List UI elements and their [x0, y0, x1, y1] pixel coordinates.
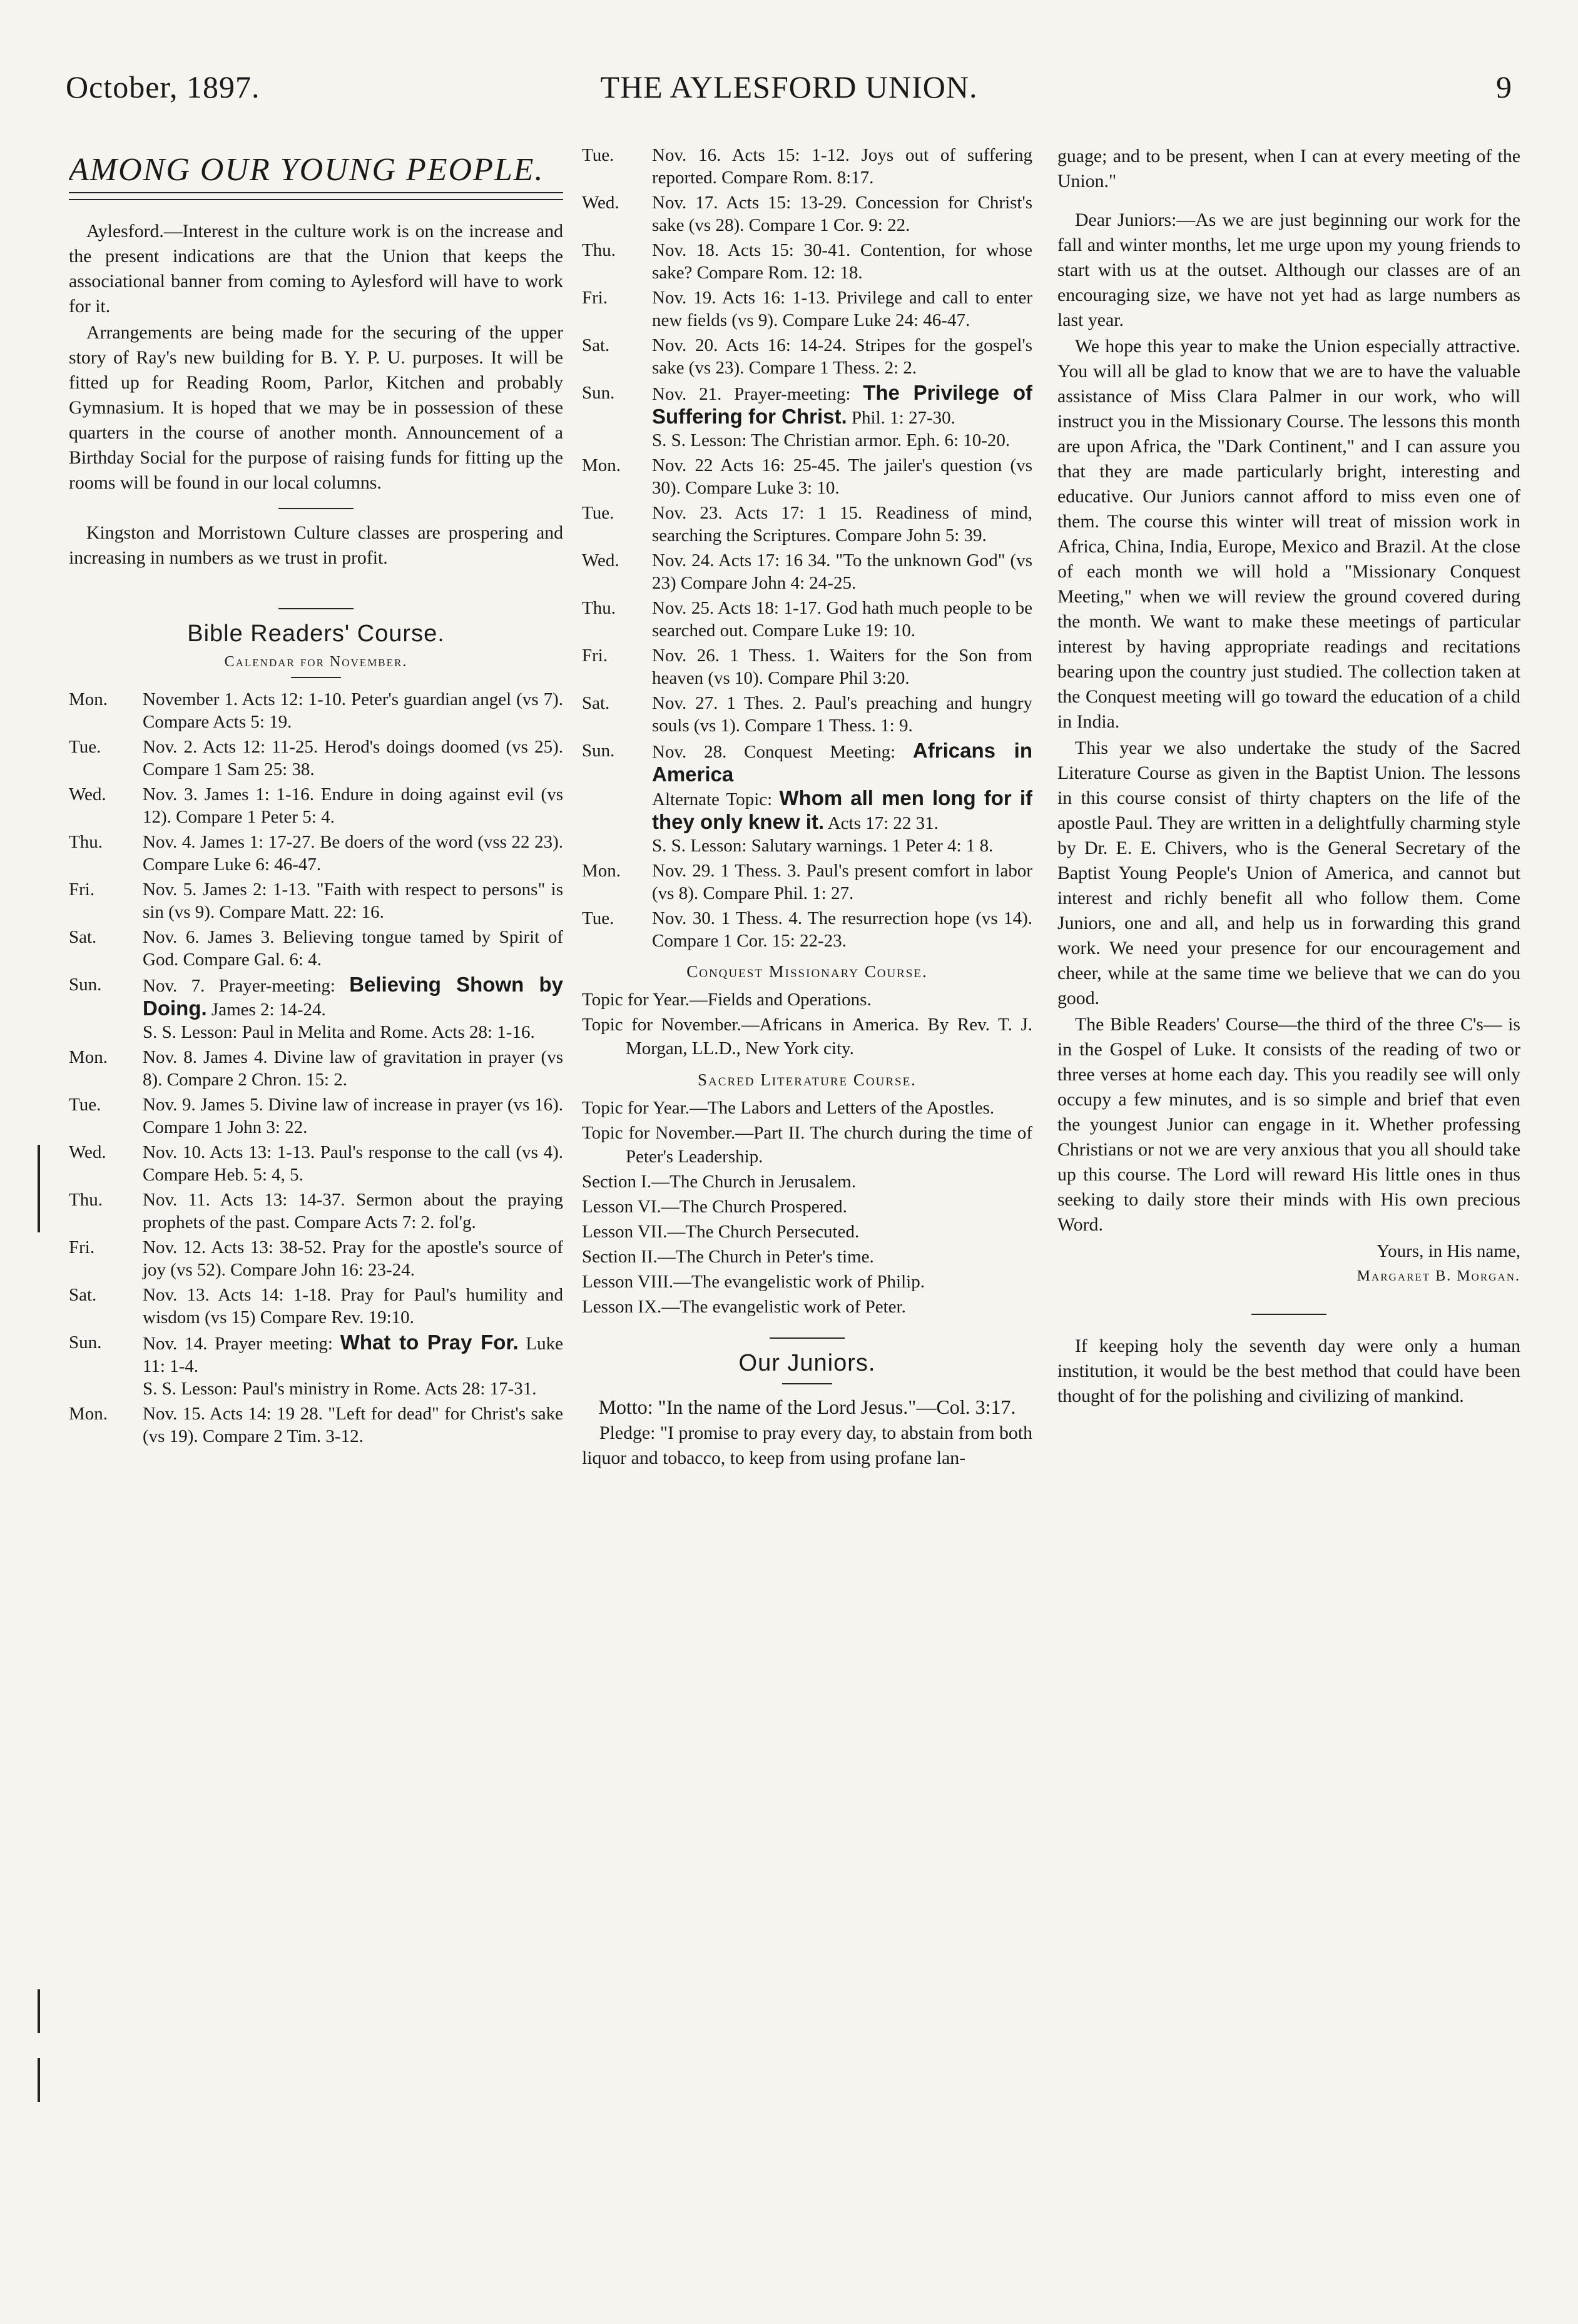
- pledge: Pledge: "I promise to pray every day, to abstain from both liquor and tobacco, to keep from using profane lan-: [582, 1423, 1032, 1468]
- calendar-entry: [69, 831, 563, 876]
- calendar-entry: [69, 926, 563, 971]
- entry-text: [652, 191, 1032, 236]
- entry-reading: Nov. 3. James 1: 1-16. Endure in doing against evil (vs 12). Compare 1 Peter 5: 4.: [143, 784, 563, 827]
- entry-text: [143, 1331, 563, 1400]
- entry-extra-text: Alternate Topic:: [652, 789, 780, 809]
- entry-text: [143, 736, 563, 781]
- calendar-entry: [582, 644, 1032, 689]
- calendar-list: [582, 144, 1032, 952]
- conquest-topics: [582, 988, 1032, 1060]
- entry-text: [652, 860, 1032, 905]
- publication-title: THE AYLESFORD UNION.: [600, 69, 978, 104]
- margin-mark: [38, 2058, 40, 2102]
- topic-reference: James 2: 14-24.: [206, 1000, 326, 1020]
- entry-reading: Nov. 5. James 2: 1-13. "Faith with respect to persons" is sin (vs 9). Compare Matt. 22: 16.: [143, 880, 563, 922]
- entry-reading: Nov. 20. Acts 16: 14-24. Stripes for the gospel's sake (vs 23). Compare 1 Thess. 2: 2.: [652, 335, 1032, 378]
- letter-paragraph: The Bible Readers' Course—the third of the three C's— is in the Gospel of Luke. It consists of the reading of two or three verses at home each day. This you readily see will only occupy a few minutes, and is so simple and brief that even the youngest Junior can engage in it. Whether professing Christians or not we are very anxious that you all should take up this course. The Lord will reward His little ones in thus seeking to daily store their minds with His own precious Word.: [1057, 1014, 1520, 1235]
- prayer-meeting-topic: What to Pray For.: [340, 1331, 519, 1354]
- calendar-entry: [69, 1141, 563, 1186]
- entry-extra-text: S. S. Lesson: Paul in Melita and Rome. Acts 28: 1-16.: [143, 1022, 535, 1042]
- entry-text: [652, 239, 1032, 284]
- entry-text: [143, 1284, 563, 1329]
- closing: Yours, in His name,: [1377, 1241, 1520, 1261]
- calendar-entry: [582, 382, 1032, 452]
- entry-day: Fri.: [69, 880, 95, 900]
- calendar-entry: [69, 1236, 563, 1281]
- news-paragraph: Arrangements are being made for the securing of the upper story of Ray's new building for B. Y. P. U. purposes. It will be fitted up for Reading Room, Parlor, Kitchen and probably Gymnasium. It is hoped that we may be in possession of these quarters in the course of another month. Announcement of a Birthday Social for the purpose of raising funds for fitting up the rooms will be found in our local columns.: [69, 322, 563, 493]
- entry-day: Thu.: [69, 832, 103, 852]
- entry-day: Fri.: [582, 288, 608, 308]
- calendar-entry: [69, 1046, 563, 1091]
- entry-day: Tue.: [69, 737, 101, 757]
- entry-day: Sat.: [69, 1285, 97, 1305]
- sacred-topics: [582, 1096, 1032, 1319]
- entry-day: Tue.: [582, 503, 614, 523]
- calendar-entry: [69, 688, 563, 733]
- entry-text: [652, 334, 1032, 379]
- topic-reference: Luke 11: 1-4.: [143, 1334, 563, 1376]
- entry-day: Sat.: [582, 335, 610, 355]
- calendar-entry: [69, 1189, 563, 1234]
- prayer-meeting-topic: The Privilege of Suffering for Christ.: [652, 381, 1032, 428]
- entry-text: [652, 739, 1032, 857]
- entry-day: Wed.: [582, 193, 619, 213]
- entry-text: [143, 831, 563, 876]
- alternate-reference: Acts 17: 22 31.: [824, 813, 939, 833]
- filler-paragraph: If keeping holy the seventh day were only a human institution, it would be the best method that could have been thought of for the polishing and civilizing of mankind.: [1057, 1336, 1520, 1406]
- department-title: AMONG OUR YOUNG PEOPLE.: [69, 152, 544, 188]
- entry-reading: Nov. 17. Acts 15: 13-29. Concession for Christ's sake (vs 28). Compare 1 Cor. 9: 22.: [652, 193, 1032, 235]
- entry-extra: [143, 1021, 563, 1043]
- entry-day: Sun.: [69, 975, 102, 995]
- entry-reading: Nov. 13. Acts 14: 1-18. Pray for Paul's humility and wisdom (vs 15) Compare Rev. 19:10.: [143, 1285, 563, 1327]
- entry-day: Tue.: [582, 145, 614, 165]
- entry-reading: Nov. 30. 1 Thess. 4. The resurrection hope (vs 14). Compare 1 Cor. 15: 22-23.: [652, 908, 1032, 951]
- entry-reading: Nov. 24. Acts 17: 16 34. "To the unknown God" (vs 23) Compare John 4: 24-25.: [652, 551, 1032, 593]
- calendar-entry: [582, 239, 1032, 284]
- entry-reading: Nov. 26. 1 Thess. 1. Waiters for the Son from heaven (vs 10). Compare Phil 3:20.: [652, 646, 1032, 688]
- double-rule: [69, 192, 563, 200]
- calendar-entry: [582, 144, 1032, 189]
- entry-day: Fri.: [69, 1237, 95, 1257]
- calendar-entry: [69, 1284, 563, 1329]
- issue-date: October, 1897.: [66, 69, 260, 104]
- entry-day: Mon.: [69, 689, 108, 709]
- entry-reading: Nov. 9. James 5. Divine law of increase in prayer (vs 16). Compare 1 John 3: 22.: [143, 1095, 563, 1137]
- entry-day: Sun.: [69, 1332, 102, 1352]
- prayer-meeting-topic: Believing Shown by Doing.: [143, 973, 563, 1020]
- news-paragraph: Kingston and Morristown Culture classes are prospering and increasing in numbers as we trust in profit.: [69, 522, 563, 568]
- course-topic: Section I.—The Church in Jerusalem.: [582, 1172, 857, 1192]
- entry-reading: Nov. 15. Acts 14: 19 28. "Left for dead" for Christ's sake (vs 19). Compare 2 Tim. 3-12.: [143, 1404, 563, 1446]
- signature: Margaret B. Morgan.: [1357, 1268, 1520, 1284]
- entry-reading: Nov. 12. Acts 13: 38-52. Pray for the apostle's source of joy (vs 52). Compare John 16: 23-24.: [143, 1237, 563, 1280]
- entry-reading: Nov. 2. Acts 12: 11-25. Herod's doings doomed (vs 25). Compare 1 Sam 25: 38.: [143, 737, 563, 779]
- entry-text: [143, 973, 563, 1043]
- entry-day: Sat.: [69, 927, 97, 947]
- divider: [782, 1383, 832, 1384]
- entry-reading: Nov. 18. Acts 15: 30-41. Contention, for whose sake? Compare Rom. 12: 18.: [652, 240, 1032, 283]
- entry-reading: Nov. 11. Acts 13: 14-37. Sermon about the praying prophets of the past. Compare Acts 7: 2. fol'g.: [143, 1190, 563, 1232]
- entry-text: [143, 783, 563, 828]
- entry-day: Thu.: [69, 1190, 103, 1210]
- entry-reading: Nov. 29. 1 Thess. 3. Paul's present comfort in labor (vs 8). Compare Phil. 1: 27.: [652, 861, 1032, 903]
- entry-day: Mon.: [69, 1404, 108, 1424]
- entry-reading: Nov. 7. Prayer-meeting:: [143, 976, 350, 996]
- entry-reading: Nov. 4. James 1: 17-27. Be doers of the word (vss 22 23). Compare Luke 6: 46-47.: [143, 832, 563, 875]
- entry-reading: Nov. 10. Acts 13: 1-13. Paul's response to the call (vs 4). Compare Heb. 5: 4, 5.: [143, 1142, 563, 1185]
- entry-text: [143, 1046, 563, 1091]
- divider: [278, 508, 354, 509]
- entry-text: [143, 926, 563, 971]
- entry-text: [143, 1093, 563, 1139]
- entry-reading: November 1. Acts 12: 1-10. Peter's guardian angel (vs 7). Compare Acts 5: 19.: [143, 689, 563, 732]
- entry-text: [652, 287, 1032, 332]
- motto: Motto: "In the name of the Lord Jesus."—Col. 3:17.: [598, 1396, 1016, 1418]
- entry-text: [143, 878, 563, 923]
- course-title: Bible Readers' Course.: [187, 621, 445, 647]
- calendar-list: [69, 688, 563, 1448]
- entry-extra-text: S. S. Lesson: The Christian armor. Eph. 6: 10-20.: [652, 430, 1010, 450]
- letter-paragraph: This year we also undertake the study of the Sacred Literature Course as given in the Baptist Union. The lessons in this course consist of thirty chapters on the life of the apostle Paul. They are written in a delightfully charming style by Dr. E. E. Chivers, who is the General Secretary of the Baptist Young People's Union of America, and cannot but interest and richly benefit all who follow them. Come Juniors, one and all, and help us in forwarding this grand work. We need your presence for our encouragement and cheer, while at the same time we believe that we can do you good.: [1057, 738, 1520, 1008]
- column-2: [582, 144, 1032, 2274]
- entry-day: Wed.: [69, 1142, 106, 1162]
- calendar-entry: [582, 549, 1032, 594]
- calendar-entry: [69, 1403, 563, 1448]
- entry-extra: [652, 787, 1032, 835]
- juniors-title: Our Juniors.: [738, 1350, 876, 1376]
- calendar-entry: [69, 878, 563, 923]
- calendar-entry: [582, 334, 1032, 379]
- entry-day: Thu.: [582, 240, 616, 260]
- entry-text: [143, 1236, 563, 1281]
- page-number: 9: [1496, 69, 1512, 104]
- calendar-entry: [582, 692, 1032, 737]
- course-topic: Lesson IX.—The evangelistic work of Peter.: [582, 1297, 906, 1317]
- entry-reading: Nov. 16. Acts 15: 1-12. Joys out of suffering reported. Compare Rom. 8:17.: [652, 145, 1032, 188]
- entry-text: [652, 454, 1032, 499]
- calendar-entry: [582, 287, 1032, 332]
- entry-day: Wed.: [582, 551, 619, 571]
- calendar-entry: [582, 739, 1032, 857]
- entry-text: [143, 1403, 563, 1448]
- course-topic: Lesson VII.—The Church Persecuted.: [582, 1222, 860, 1242]
- sunday-school-lesson: S. S. Lesson: Salutary warnings. 1 Peter 4: 1 8.: [652, 836, 994, 856]
- entry-day: Mon.: [582, 455, 621, 475]
- entry-text: [652, 907, 1032, 952]
- entry-reading: Nov. 27. 1 Thes. 2. Paul's preaching and hungry souls (vs 1). Compare 1 Thess. 1: 9.: [652, 693, 1032, 736]
- entry-reading: Nov. 22 Acts 16: 25-45. The jailer's question (vs 30). Compare Luke 3: 10.: [652, 455, 1032, 498]
- entry-text: [143, 688, 563, 733]
- course-topic: Topic for November.—Part II. The church during the time of Peter's Leadership.: [582, 1123, 1032, 1167]
- entry-text: [652, 144, 1032, 189]
- entry-day: Mon.: [582, 861, 621, 881]
- page-header: [66, 69, 1512, 125]
- entry-day: Sun.: [582, 383, 615, 403]
- entry-text: [652, 382, 1032, 452]
- entry-text: [143, 1141, 563, 1186]
- entry-day: Sun.: [582, 741, 615, 761]
- entry-day: Thu.: [582, 598, 616, 618]
- course-topic: Lesson VIII.—The evangelistic work of Philip.: [582, 1272, 925, 1292]
- calendar-entry: [582, 907, 1032, 952]
- calendar-entry: [69, 736, 563, 781]
- course-topic: Topic for Year.—The Labors and Letters of the Apostles.: [582, 1098, 995, 1118]
- column-3: [1057, 144, 1520, 2274]
- calendar-entry: [582, 597, 1032, 642]
- prayer-meeting-topic: Africans in America: [652, 739, 1032, 786]
- course-topic: Topic for November.—Africans in America. By Rev. T. J. Morgan, LL.D., New York city.: [582, 1015, 1032, 1058]
- entry-text: [652, 692, 1032, 737]
- entry-day: Tue.: [582, 908, 614, 928]
- conquest-course-title: Conquest Missionary Course.: [686, 962, 928, 981]
- entry-day: Sat.: [582, 693, 610, 713]
- entry-text: [652, 502, 1032, 547]
- entry-day: Tue.: [69, 1095, 101, 1115]
- entry-text: [652, 644, 1032, 689]
- course-topic: Lesson VI.—The Church Prospered.: [582, 1197, 847, 1217]
- entry-extra: [652, 429, 1032, 452]
- divider: [278, 608, 354, 609]
- entry-reading: Nov. 19. Acts 16: 1-13. Privilege and call to enter new fields (vs 9). Compare Luke 24: 46-47.: [652, 288, 1032, 330]
- topic-reference: Phil. 1: 27-30.: [847, 408, 955, 428]
- calendar-entry: [582, 191, 1032, 236]
- course-topic: Topic for Year.—Fields and Operations.: [582, 990, 872, 1010]
- calendar-entry: [582, 454, 1032, 499]
- entry-day: Mon.: [69, 1047, 108, 1067]
- entry-reading: Nov. 6. James 3. Believing tongue tamed by Spirit of God. Compare Gal. 6: 4.: [143, 927, 563, 970]
- entry-text: [652, 597, 1032, 642]
- letter-paragraph: Dear Juniors:—As we are just beginning our work for the fall and winter months, let me urge upon my young friends to start with us at the outset. Although our classes are of an encouraging size, we have not yet had as large numbers as last year.: [1057, 210, 1520, 330]
- entry-reading: Nov. 28. Conquest Meeting:: [652, 742, 913, 762]
- divider: [291, 677, 341, 678]
- entry-day: Wed.: [69, 784, 106, 804]
- margin-mark: [38, 1145, 40, 1232]
- entry-reading: Nov. 23. Acts 17: 1 15. Readiness of mind, searching the Scriptures. Compare John 5: 39.: [652, 503, 1032, 545]
- course-topic: Section II.—The Church in Peter's time.: [582, 1247, 874, 1267]
- calendar-entry: [69, 783, 563, 828]
- divider: [770, 1337, 845, 1339]
- calendar-entry: [69, 973, 563, 1043]
- pledge-continued: guage; and to be present, when I can at every meeting of the Union.": [1057, 146, 1520, 191]
- column-1: [69, 144, 563, 2274]
- entry-reading: Nov. 14. Prayer meeting:: [143, 1334, 340, 1354]
- calendar-title: Calendar for November.: [224, 654, 408, 670]
- calendar-entry: [582, 502, 1032, 547]
- alternate-topic: Whom all men long for if they only knew it.: [652, 786, 1032, 833]
- calendar-entry: [582, 860, 1032, 905]
- margin-mark: [38, 1989, 40, 2033]
- letter-paragraph: We hope this year to make the Union especially attractive. You will all be glad to know that we are to have the valuable assistance of Miss Clara Palmer in our work, who will instruct you in the Missionary Course. The lessons this month are upon Africa, the "Dark Continent," and I can assure you that they are made particularly bright, interesting and educative. Our Juniors cannot afford to miss even one of them. The course this winter will treat of mission work in Africa, China, India, Europe, Mexico and Brazil. At the close of each month we will hold a "Missionary Conquest Meeting," when we will review the ground covered during the month. We want to make these meetings of particular interest by having appropriate readings and recitations bearing upon the country just studied. The collection taken at the Conquest meeting will go toward the education of a child in India.: [1057, 336, 1520, 732]
- entry-text: [652, 549, 1032, 594]
- calendar-entry: [69, 1093, 563, 1139]
- news-paragraph: Aylesford.—Interest in the culture work is on the increase and the present indications are that the Union that keeps the associational banner from coming to Aylesford will have to work for it.: [69, 221, 563, 317]
- entry-reading: Nov. 21. Prayer-meeting:: [652, 384, 863, 404]
- entry-day: Fri.: [582, 646, 608, 666]
- entry-reading: Nov. 8. James 4. Divine law of gravitation in prayer (vs 8). Compare 2 Chron. 15: 2.: [143, 1047, 563, 1090]
- calendar-entry: [69, 1331, 563, 1400]
- sacred-course-title: Sacred Literature Course.: [698, 1070, 917, 1089]
- entry-text: [143, 1189, 563, 1234]
- divider: [1251, 1314, 1326, 1315]
- entry-reading: Nov. 25. Acts 18: 1-17. God hath much people to be searched out. Compare Luke 19: 10.: [652, 598, 1032, 641]
- entry-extra: [143, 1378, 563, 1400]
- entry-extra-text: S. S. Lesson: Paul's ministry in Rome. Acts 28: 17-31.: [143, 1379, 537, 1399]
